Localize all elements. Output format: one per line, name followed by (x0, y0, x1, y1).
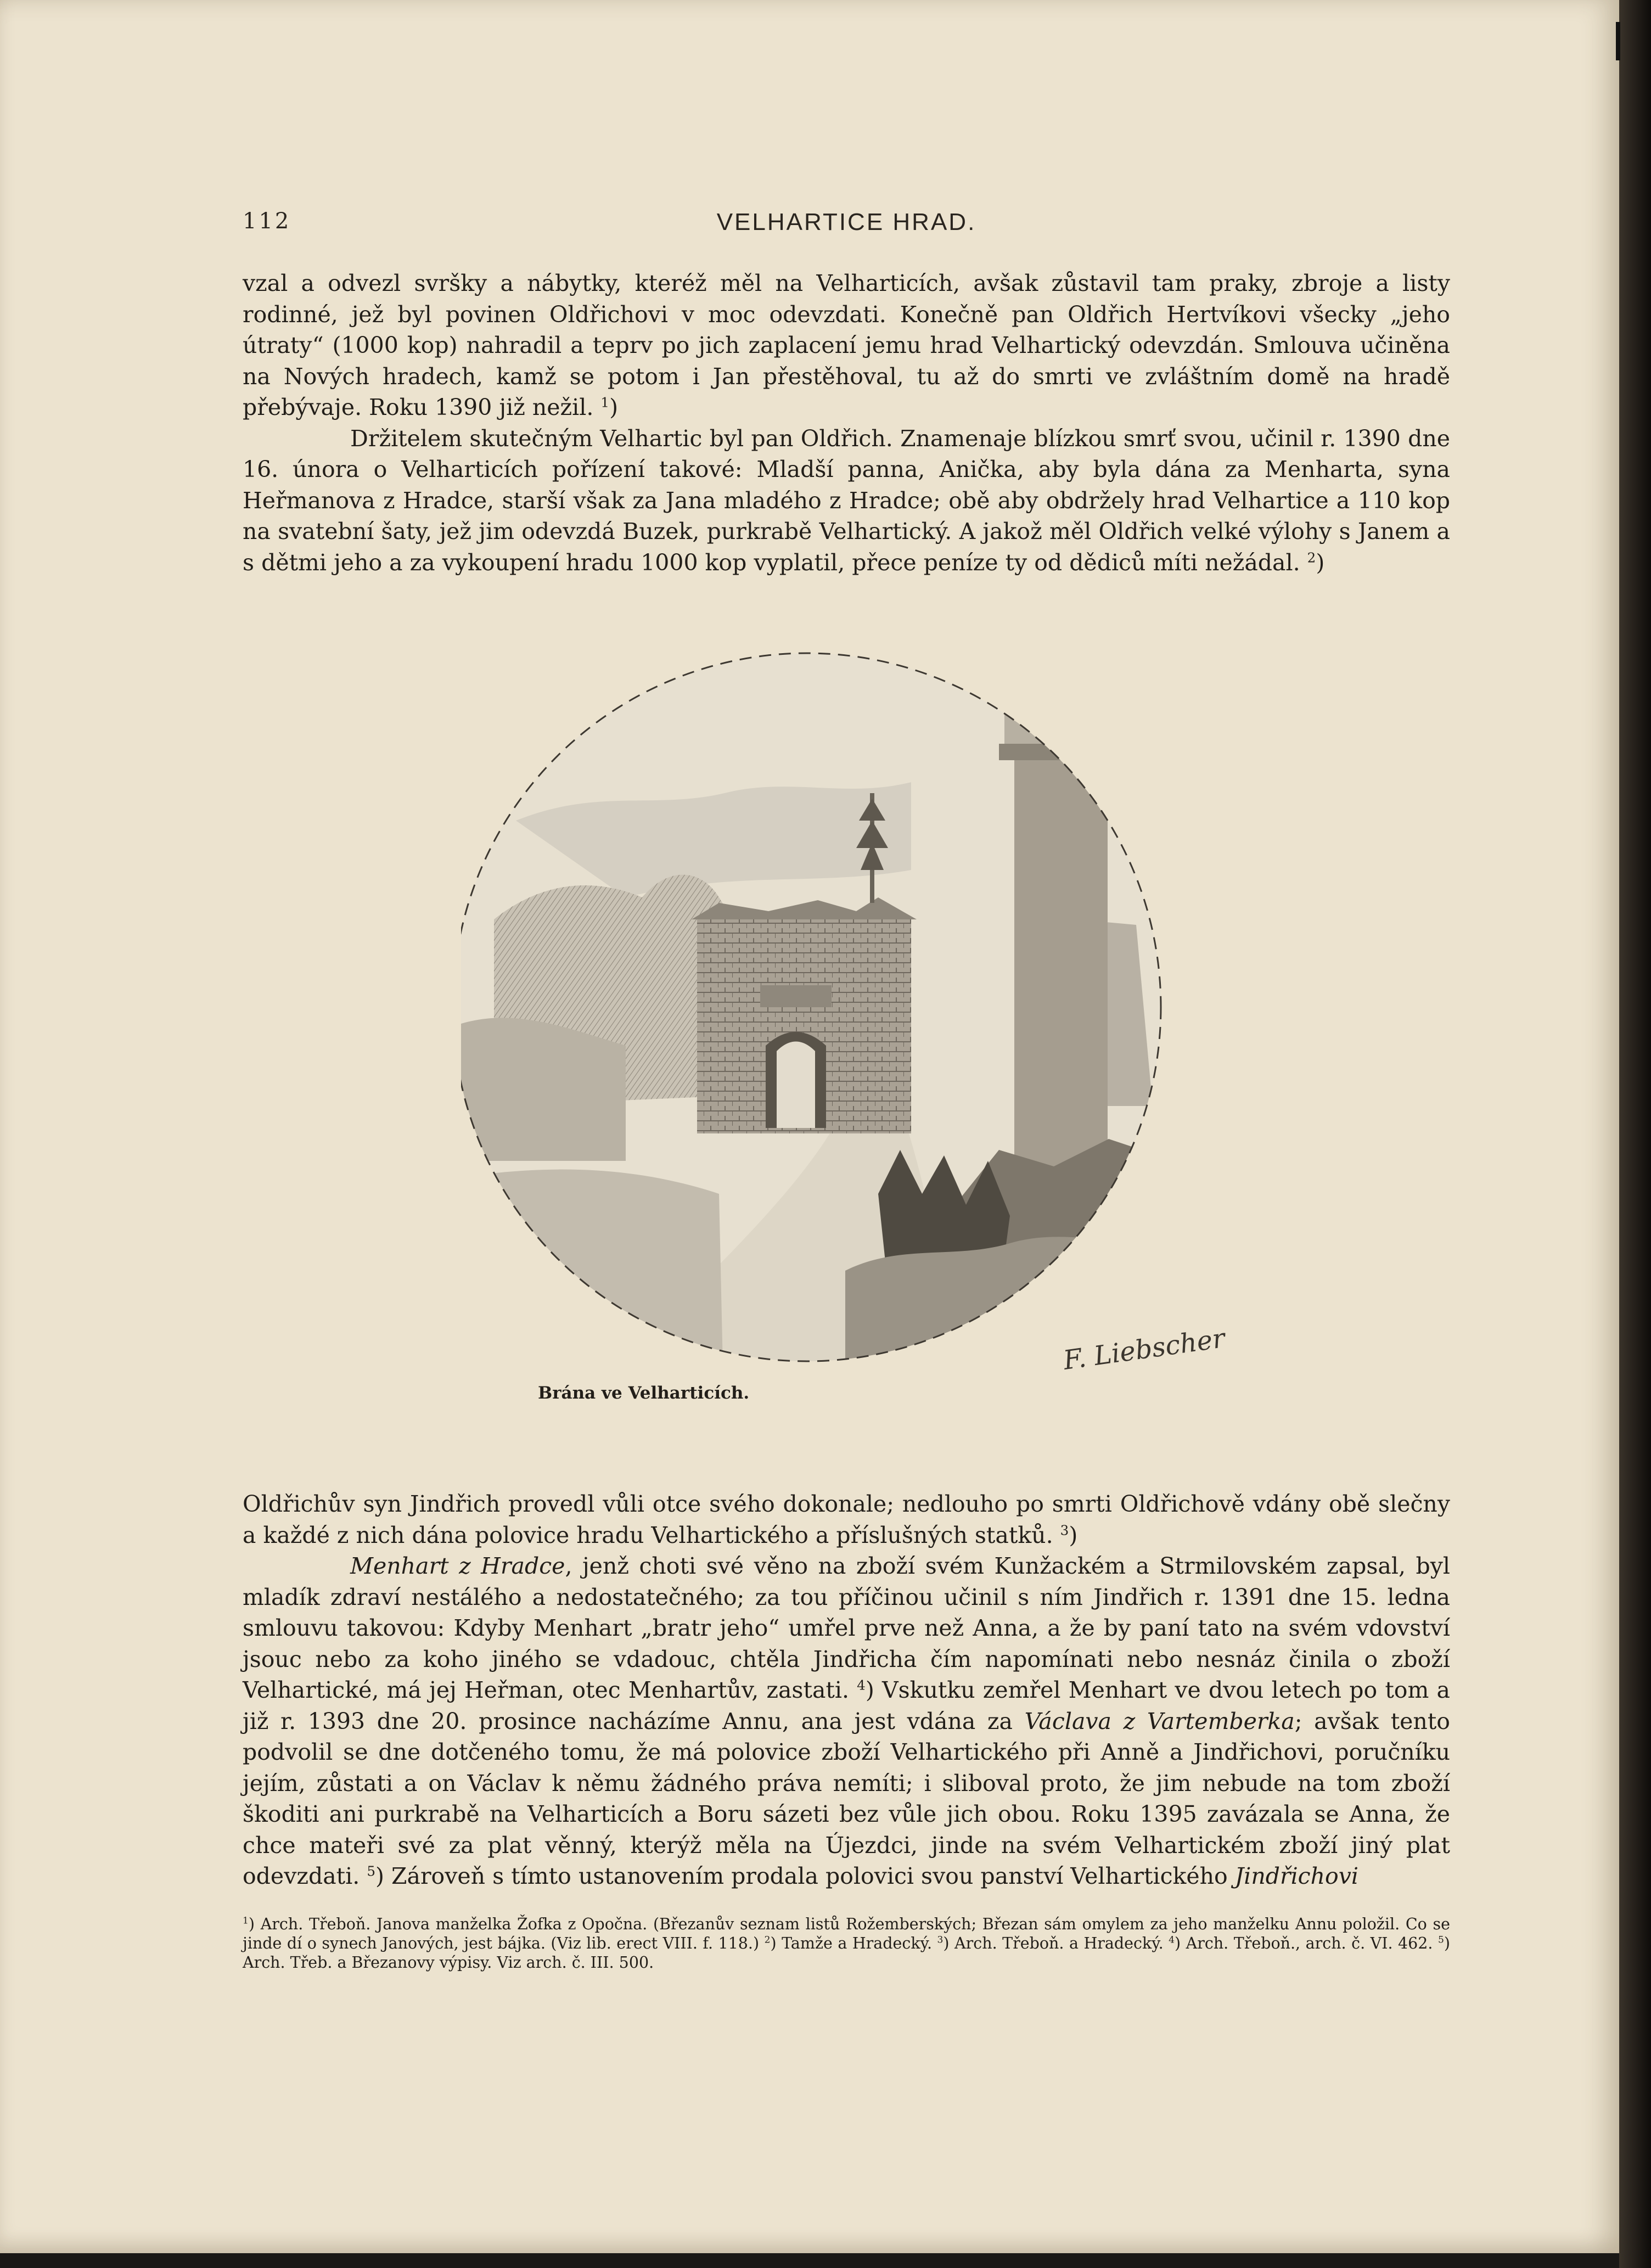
footnote-ref: 4 (857, 1677, 866, 1693)
paragraph: Menhart z Hradce, jenž choti své věno na zboží svém Kunžackém a Strmilovském zapsal, byl mladík zdraví nestálého a nedostatečného; za tou příčinou učinil s ním Jindřich r. 1391 dne 15. ledna smlouvu takovou: Kdyby Menhart „bratr jeho“ umřel prve než Anna, a že by paní tato na svém vdovství jsouc nebo za koho jiného se vdadouc, chtěla Jindřicha čím napomínati nebo nesnáz činila o zboží Velhartické, má jej Heřman, otec Menhartův, zastati. $^4$) Vskutku zemřel Menhart ve dvou letech po tom a již r. 1393 dne 20. prosince nacházíme Annu, ana jest vdána za Václava z Vartemberka; avšak tento podvolil se dne dotčeného tomu, že má polovice zboží Velhartického při Anně a Jindřichovi, poručníku jejím, zůstati a on Václav k němu žádného práva nemíti; i sliboval proto, že jim nebude na tom zboží škoditi ani purkrabě na Velharticích a Boru sázeti bez vůle jich obou. Roku 1395 zavázala se Anna, že chce mateři své za plat věnný, kterýž měla na Újezdci, jinde na svém Velhartickém zboží jiný plat odevzdati. $^5$) Zároveň s tímto ustanovením prodala polovici svou panství Velhartického Jindřichovi (243, 1553, 1450, 1889)
body-text-top (243, 268, 1450, 578)
illustration-castle-gate (461, 612, 1229, 1441)
footnote-ref: 5 (367, 1863, 375, 1879)
footnote-ref: 3 (1060, 1522, 1069, 1538)
person-name: Jindřichovi (1234, 1863, 1359, 1889)
footnote: $^1$) Arch. Třeboň. Janova manželka Žofka z Opočna. (Březanův seznam listů Rožemberských; Březan sám omylem za jeho manželku Annu položil. Co se jinde dí o synech Janových, jest bájka. (Viz lib. erect VIII. f. 118.) $^2$) Tamže a Hradecký. $^3$) Arch. Třeboň. a Hradecký. $^4$) Arch. Třeboň., arch. č. VI. 462. $^5$) Arch. Třeb. a Březanovy výpisy. Viz arch. č. III. 500. (243, 1915, 1451, 1972)
page-number: 112 (243, 209, 291, 234)
book-spine-edge (1619, 0, 1651, 2268)
person-name: Václava z Vartemberka (1024, 1708, 1295, 1734)
page-header (243, 209, 1450, 242)
running-title: VELHARTICE HRAD. (716, 209, 976, 235)
paragraph: vzal a odvezl svršky a nábytky, kteréž měl na Velharticích, avšak zůstavil tam praky, zbroje a listy rodinné, jež byl povinen Oldřichovi v moc odevzdati. Konečně pan Oldřich Hertvíkovi všecky „jeho útraty“ (1000 kop) nahradil a teprv po jich zaplacení jemu hrad Velhartický odevzdán. Smlouva učiněna na Nových hradech, kamž se potom i Jan přestěhoval, tu až do smrti ve zvláštním domě na hradě přebývaje. Roku 1390 již nežil. $^1$) (243, 270, 1450, 420)
paragraph: Držitelem skutečným Velhartic byl pan Oldřich. Znamenaje blízkou smrť svou, učinil r. 1390 dne 16. února o Velharticích pořízení takové: Mladší panna, Anička, aby byla dána za Menharta, syna Heřmanova z Hradce, starší však za Jana mladého z Hradce; obě aby obdržely hrad Velhartice a 110 kop na svatební šaty, jež jim odevzdá Buzek, purkrabě Velhartický. A jakož měl Oldřich velké výlohy s Janem a s dětmi jeho a za vykoupení hradu 1000 kop vyplatil, přece peníze ty od dědiců míti nežádal. $^2$) (243, 425, 1450, 576)
footnote-ref: 1 (600, 394, 610, 411)
footnotes (243, 1915, 1450, 1972)
figure-caption: Brána ve Velharticích. (538, 1383, 750, 1403)
artist-signature: F. Liebscher (1061, 1323, 1227, 1376)
edge-mark (1616, 22, 1620, 60)
body-text-bottom (243, 1489, 1450, 1892)
engraving-drawing (461, 612, 1229, 1441)
person-name: Menhart z Hradce (350, 1553, 565, 1579)
footnote-ref: 2 (1307, 549, 1316, 565)
paragraph: Oldřichův syn Jindřich provedl vůli otce svého dokonale; nedlouho po smrti Oldřichově vdány obě slečny a každé z nich dána polovice hradu Velhartického a příslušných statků. $^3$) (243, 1491, 1450, 1548)
